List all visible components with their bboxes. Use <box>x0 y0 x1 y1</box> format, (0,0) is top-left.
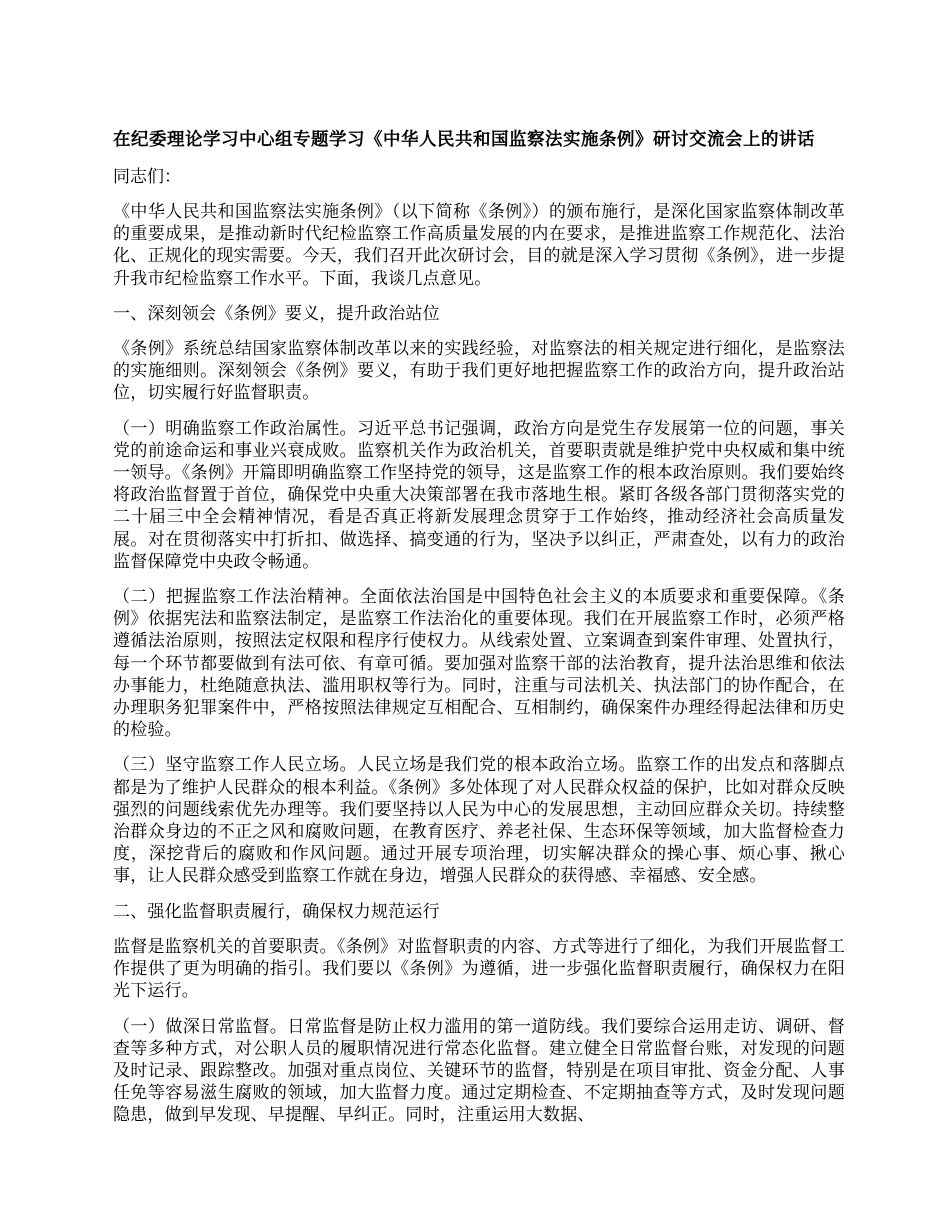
section-heading-2: 二、强化监督职责履行，确保权力规范运行 <box>113 901 440 921</box>
paragraph-intro: 《中华人民共和国监察法实施条例》（以下简称《条例》）的颁布施行，是深化国家监察体制改革的重要成果，是推动新时代纪检监察工作高质量发展的内在要求，是推进监察工作规范化、法治化、正规化的现实需要。今天，我们召开此次研讨会，目的就是深入学习贯彻《条例》，进一步提升我市纪检监察工作水平。下面，我谈几点意见。 <box>113 202 845 288</box>
paragraph-section2-point1: （一）做深日常监督。日常监督是防止权力滥用的第一道防线。我们要综合运用走访、调研、督查等多种方式，对公职人员的履职情况进行常态化监督。建立健全日常监督台账，对发现的问题及时记录、跟踪整改。加强对重点岗位、关键环节的监督，特别是在项目审批、资金分配、人事任免等容易滋生腐败的领域，加大监督力度。通过定期检查、不定期抽查等方式，及时发现问题隐患，做到早发现、早提醒、早纠正。同时，注重运用大数据、 <box>113 1016 845 1125</box>
paragraph-section1-point3: （三）坚守监察工作人民立场。人民立场是我们党的根本政治立场。监察工作的出发点和落脚点都是为了维护人民群众的根本利益。《条例》多处体现了对人民群众权益的保护，比如对群众反映强烈的问题线索优先办理等。我们要坚持以人民为中心的发展思想，主动回应群众关切。持续整治群众身边的不正之风和腐败问题，在教育医疗、养老社保、生态环保等领域，加大监督检查力度，深挖背后的腐败和作风问题。通过开展专项治理，切实解决群众的操心事、烦心事、揪心事，让人民群众感受到监察工作就在身边，增强人民群众的获得感、幸福感、安全感。 <box>113 755 845 886</box>
paragraph-section2-overview: 监督是监察机关的首要职责。《条例》对监督职责的内容、方式等进行了细化，为我们开展监督工作提供了更为明确的指引。我们要以《条例》为遵循，进一步强化监督职责履行，确保权力在阳光下运行。 <box>113 936 845 1001</box>
document-title: 在纪委理论学习中心组专题学习《中华人民共和国监察法实施条例》研讨交流会上的讲话 <box>113 129 815 149</box>
paragraph-section1-overview: 《条例》系统总结国家监察体制改革以来的实践经验，对监察法的相关规定进行细化，是监察法的实施细则。深刻领会《条例》要义，有助于我们更好地把握监察工作的政治方向，提升政治站位，切实履行好监督职责。 <box>113 339 845 403</box>
section-heading-1: 一、深刻领会《条例》要义，提升政治站位 <box>113 303 440 323</box>
paragraph-section1-point2: （二）把握监察工作法治精神。全面依法治国是中国特色社会主义的本质要求和重要保障。《条例》依据宪法和监察法制定，是监察工作法治化的重要体现。我们在开展监察工作时，必须严格遵循法治原则，按照法定权限和程序行使权力。从线索处置、立案调查到案件审理、处置执行，每一个环节都要做到有法可依、有章可循。要加强对监察干部的法治教育，提升法治思维和依法办事能力，杜绝随意执法、滥用职权等行为。同时，注重与司法机关、执法部门的协作配合，在办理职务犯罪案件中，严格按照法律规定互相配合、互相制约，确保案件办理经得起法律和历史的检验。 <box>113 587 845 740</box>
salutation: 同志们： <box>113 167 181 186</box>
paragraph-section1-point1: （一）明确监察工作政治属性。习近平总书记强调，政治方向是党生存发展第一位的问题，事关党的前途命运和事业兴衰成败。监察机关作为政治机关，首要职责就是维护党中央权威和集中统一领导。《条例》开篇即明确监察工作坚持党的领导，这是监察工作的根本政治原则。我们要始终将政治监督置于首位，确保党中央重大决策部署在我市落地生根。紧盯各级各部门贯彻落实党的二十届三中全会精神情况，看是否真正将新发展理念贯穿于工作始终，推动经济社会高质量发展。对在贯彻落实中打折扣、做选择、搞变通的行为，坚决予以纠正，严肃查处，以有力的政治监督保障党中央政令畅通。 <box>113 418 845 571</box>
